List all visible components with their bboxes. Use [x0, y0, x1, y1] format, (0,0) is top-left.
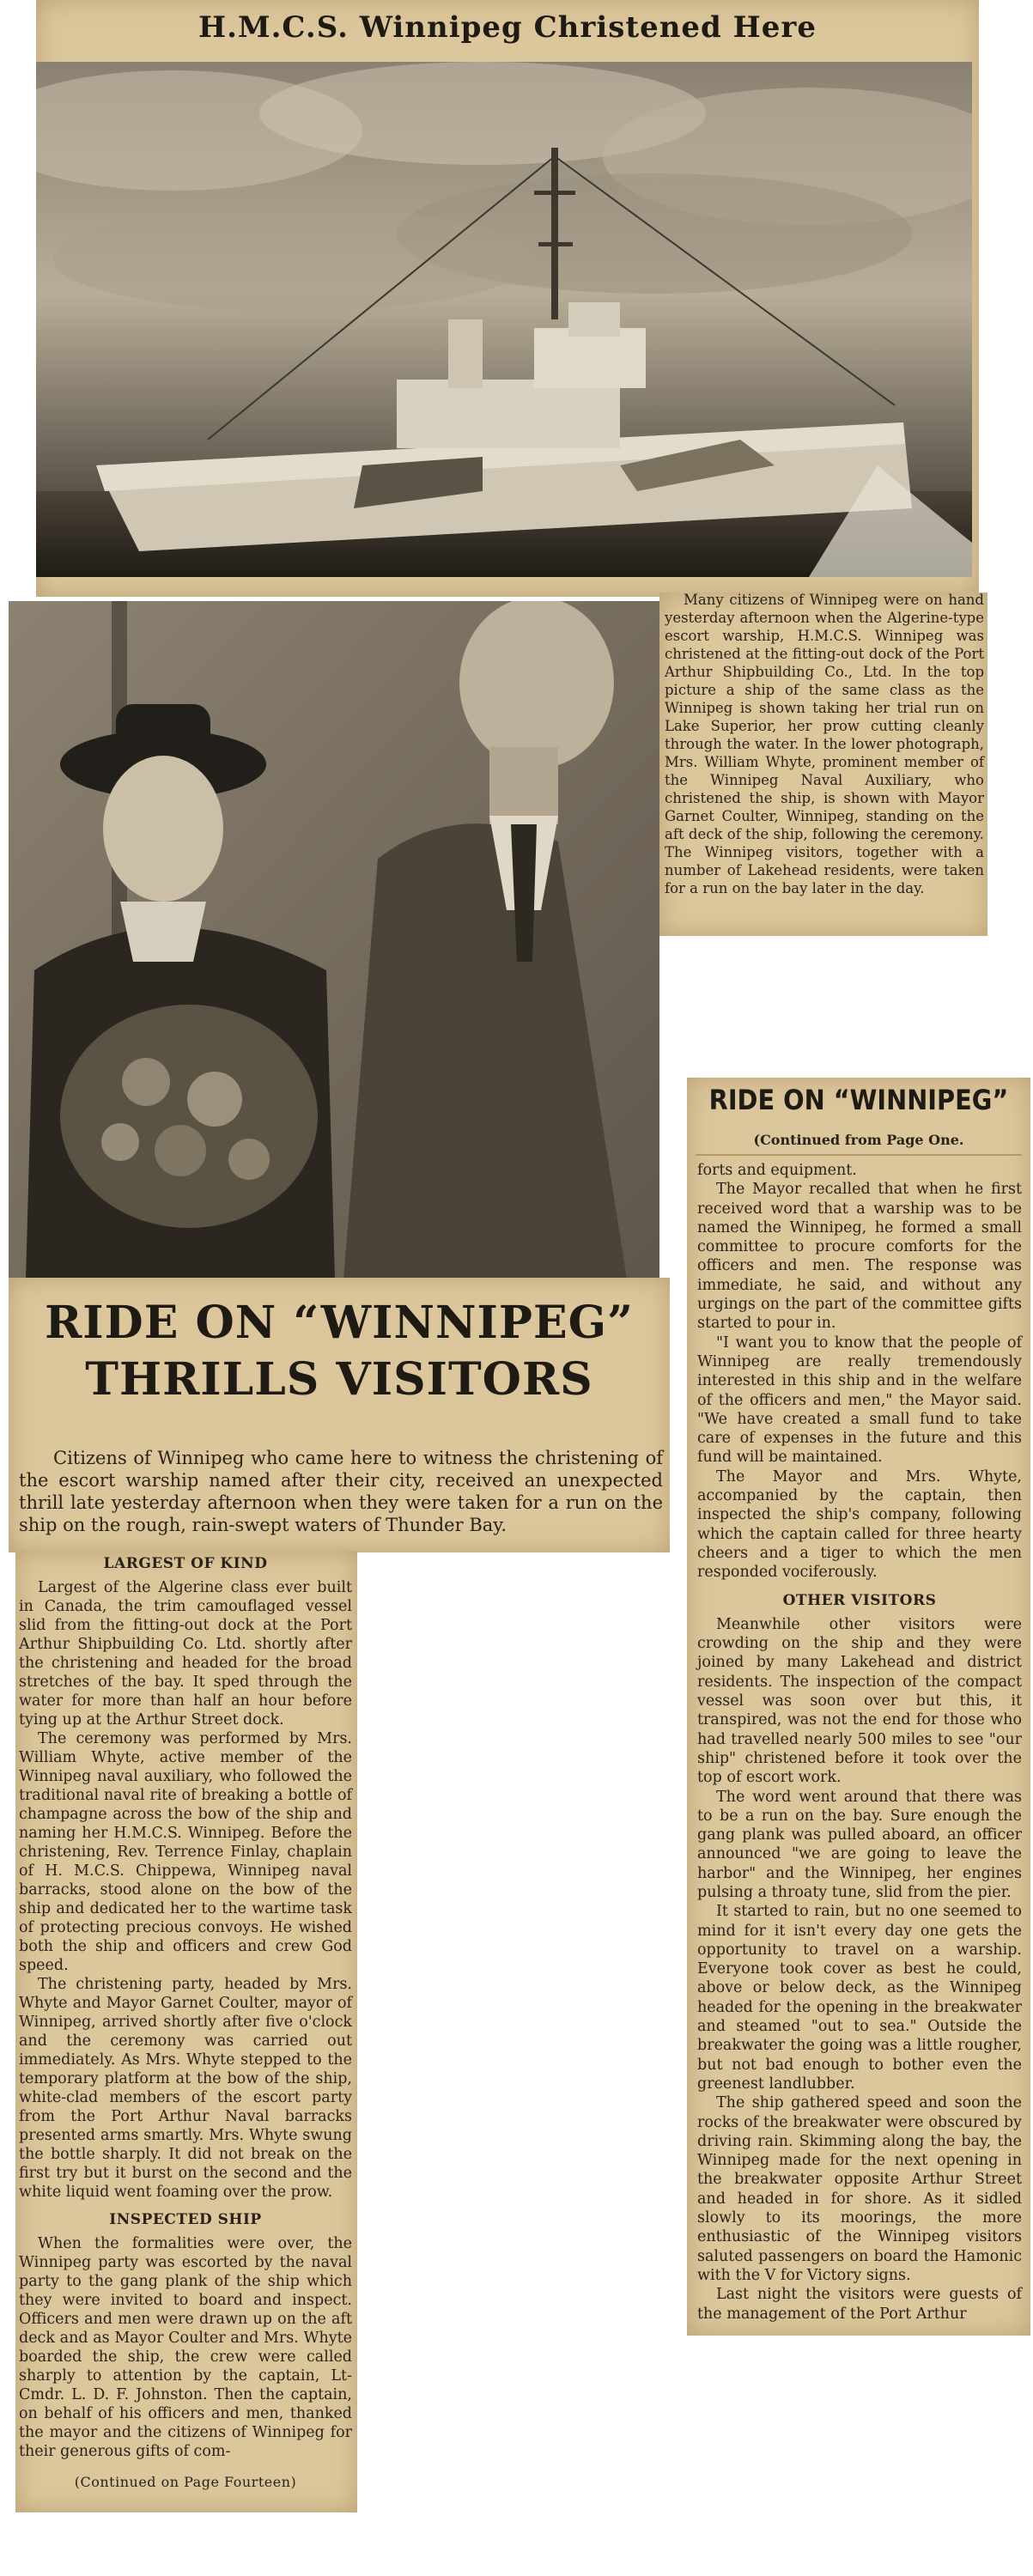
main-paragraph: When the formalities were over, the Winnipeg party was escorted by the naval party to the gang plank of the ship which they were invited to board and inspect. Officers and men were drawn up on the aft deck and as Mayor Coulter and Mrs. Whyte boarded the ship, the crew were called sharply to attention by the captain, Lt-Cmdr. L. D. F. Johnston. Then the captain, on behalf of his officers and men, thanked the mayor and the citizens of Winnipeg for their generous gifts of com-	[19, 2235, 352, 2460]
subhead-other-visitors: OTHER VISITORS	[782, 1591, 937, 1609]
jump-paragraph: "I want you to know that the people of Winnipeg are really tremendously interested in this ship and in the welfare of the officers and men," the Mayor said. "We have created a small fund to take care of expenses in the future and this fund will be maintained.	[697, 1334, 1022, 1467]
jump-paragraph: Meanwhile other visitors were crowding on the ship and they were joined by many Lakehead and district residents. The inspection of the compact vessel was soon over but this, it transpired, was not the end for those who had travelled nearly 500 miles to see "our ship" christened before it took over the top of escort work.	[697, 1615, 1022, 1787]
jump-paragraph: Last night the visitors were guests of the management of the Port Arthur	[697, 2286, 1022, 2323]
main-paragraph: Largest of the Algerine class ever built in Canada, the trim camouflaged vessel slid from the fitting-out dock at the Port Arthur Shipbuilding Co. Ltd. shortly after the christening and headed for the broad stretches of the bay. It sped through the water for more than half an hour before tying up at the Arthur Street dock.	[19, 1579, 352, 1728]
jump-paragraph: The Mayor and Mrs. Whyte, accompanied by the captain, then inspected the ship's company, following which the captain called for three hearty cheers and a tiger to which the men responded vociferously.	[697, 1467, 1022, 1582]
main-headline-line-2: THRILLS VISITORS	[85, 1353, 593, 1406]
main-headline-line-1: RIDE ON “WINNIPEG”	[45, 1297, 634, 1349]
subhead-largest-of-kind: LARGEST OF KIND	[103, 1555, 268, 1572]
ship-photo	[36, 62, 972, 577]
photo-caption	[665, 591, 984, 897]
continued-from-note: (Continued from Page One.	[753, 1132, 964, 1148]
portrait-photo	[9, 601, 659, 1279]
main-paragraph: The christening party, headed by Mrs. Whyte and Mayor Garnet Coulter, mayor of Winnipeg, arrived shortly after five o'clock and the ceremony was carried out immediately. As Mrs. Whyte stepped to the temporary platform at the bow of the ship, white-clad members of the escort party from the Port Arthur Naval barracks presented arms smartly. Mrs. Whyte swung the bottle sharply. It did not break on the first try but it burst on the second and the white liquid went foaming over the prow.	[19, 1976, 352, 2201]
main-paragraph: The ceremony was performed by Mrs. William Whyte, active member of the Winnipeg naval auxiliary, who followed the traditional naval rite of breaking a bottle of champagne across the bow of the ship and naming her H.M.C.S. Winnipeg. Before the christening, Rev. Terrence Finlay, chaplain of H. M.C.S. Chippewa, Winnipeg naval barracks, stood alone on the bow of the ship and dedicated her to the wartime task of protecting precious convoys. He wished both the ship and officers and crew God speed.	[19, 1730, 352, 1974]
headline-rule	[696, 1154, 1022, 1156]
banner-headline: H.M.C.S. Winnipeg Christened Here	[198, 10, 817, 45]
main-deck	[19, 1447, 663, 1536]
jump-headline: RIDE ON “WINNIPEG”	[708, 1084, 1009, 1116]
main-column	[19, 1546, 352, 2497]
jump-paragraph: It started to rain, but no one seemed to mind for it isn't every day one gets the opportunity to travel on a warship. Everyone took cover as best he could, above or below deck, as the Winnipeg headed for the opening in the breakwater and steamed "out to sea." Outside the breakwater the going was a little rougher, but not bad enough to bother even the greenest landlubber.	[697, 1903, 1022, 2093]
jump-paragraph: forts and equipment.	[697, 1162, 857, 1179]
jump-paragraph: The ship gathered speed and soon the rocks of the breakwater were obscured by driving rain. Skimming along the bay, the Winnipeg made for the next opening in the breakwater opposite Arthur Street and headed in for shore. As it sidled slowly to its moorings, the more enthusiastic of the Winnipeg visitors saluted passengers on board the Hamonic with the V for Victory signs.	[697, 2094, 1022, 2284]
jump-paragraph: The word went around that there was to be a run on the bay. Sure enough the gang plank was pulled aboard, an officer announced "we are going to leave the harbor" and the Winnipeg, her engines pulsing a throaty tune, slid from the pier.	[697, 1788, 1022, 1901]
deck-text: Citizens of Winnipeg who came here to witness the christening of the escort warship named after their city, received an unexpected thrill late yesterday afternoon when they were taken for a run on the ship on the rough, rain-swept waters of Thunder Bay.	[19, 1448, 663, 1535]
jump-paragraph: The Mayor recalled that when he first received word that a warship was to be named the Winnipeg, he formed a small committee to procure comforts for the officers and men. The response was immediate, he said, and without any urgings on the part of the committee gifts started to pour in.	[697, 1181, 1022, 1333]
subhead-inspected-ship: INSPECTED SHIP	[109, 2211, 262, 2228]
continued-note: (Continued on Page Fourteen)	[74, 2474, 297, 2490]
jump-column	[697, 1161, 1022, 2324]
caption-text: Many citizens of Winnipeg were on hand yesterday afternoon when the Algerine-type escort warship, H.M.C.S. Winnipeg was christened at the fitting-out dock of the Port Arthur Shipbuilding Co., Ltd. In the top picture a ship of the same class as the Winnipeg is shown taking her trial run on Lake Superior, her prow cutting cleanly through the water. In the lower photograph, Mrs. William Whyte, prominent member of the Winnipeg Naval Auxiliary, who christened the ship, is shown with Mayor Garnet Coulter, Winnipeg, standing on the aft deck of the ship, following the ceremony. The Winnipeg visitors, together with a number of Lakehead residents, were taken for a run on the bay later in the day.	[665, 592, 984, 896]
